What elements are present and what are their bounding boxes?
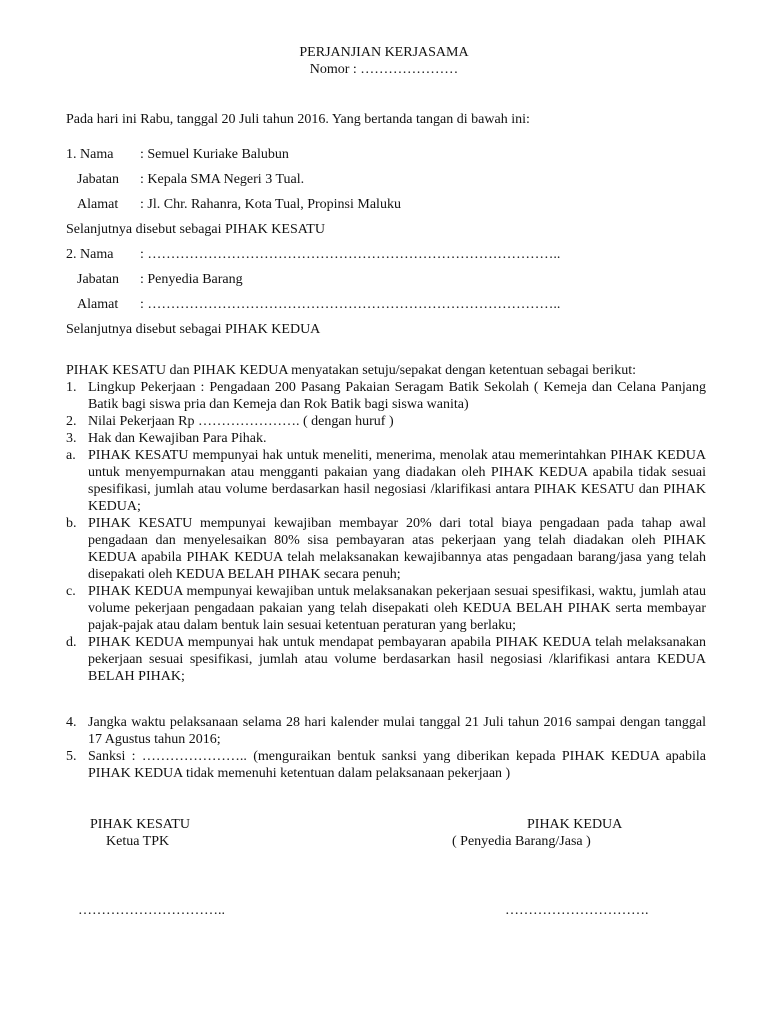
list-item xyxy=(66,413,706,430)
party2-alamat-label: Alamat xyxy=(77,297,119,312)
list-marker: d. xyxy=(66,635,77,650)
party2-alamat-value: : …………………………………………………………………………….. xyxy=(140,297,561,312)
list-marker: b. xyxy=(66,516,77,531)
document-number: Nomor : ………………… xyxy=(309,62,459,77)
signature-left-party: PIHAK KESATU xyxy=(90,817,190,832)
list-text: PIHAK KESATU mempunyai kewajiban membayar 20% dari total biaya pengadaan pada tahap awal pengadaan dan menyelesaikan 80% sisa pembayaran atas pekerjaan yang telah diadakan oleh PIHAK KEDUA apabila PIHAK KEDUA telah melaksanakan kewajibannya atas pengadaan barang/jasa yang telah disepakati oleh KEDUA BELAH PIHAK secara penuh; xyxy=(88,516,706,582)
party2-name-value: : …………………………………………………………………………….. xyxy=(140,247,561,262)
list-item xyxy=(66,447,706,515)
party1-alamat-label: Alamat xyxy=(77,197,119,212)
list-text: Lingkup Pekerjaan : Pengadaan 200 Pasang Pakaian Seragam Batik Sekolah ( Kemeja dan Celana Panjang Batik bagi siswa pria dan Kemeja dan Rok Batik bagi siswa wanita) xyxy=(88,380,706,412)
signature-left-role: Ketua TPK xyxy=(106,834,170,849)
terms-list-continued xyxy=(66,714,706,782)
list-text: Nilai Pekerjaan Rp …………………. ( dengan huruf ) xyxy=(88,414,394,429)
signature-left-line: ………………………….. xyxy=(78,903,225,918)
terms-list xyxy=(66,379,706,685)
signature-right-role: ( Penyedia Barang/Jasa ) xyxy=(452,834,591,849)
list-text: Jangka waktu pelaksanaan selama 28 hari kalender mulai tanggal 21 Juli tahun 2016 sampai dengan tanggal 17 Agustus tahun 2016; xyxy=(88,715,706,747)
list-text: PIHAK KESATU mempunyai hak untuk meneliti, menerima, menolak atau memerintahkan PIHAK KEDUA untuk menyempurnakan atau mengganti pakaian yang diadakan oleh PIHAK KEDUA apabila tidak sesuai spesifikasi, jumlah atau volume berdasarkan hasil negosiasi /klarifikasi antara PIHAK KESATU dan PIHAK KEDUA; xyxy=(88,448,706,514)
party1-designation: Selanjutnya disebut sebagai PIHAK KESATU xyxy=(66,222,325,237)
list-marker: 1. xyxy=(66,380,77,395)
party2-jabatan-label: Jabatan xyxy=(77,272,119,287)
agreement-intro: PIHAK KESATU dan PIHAK KEDUA menyatakan setuju/sepakat dengan ketentuan sebagai berikut: xyxy=(66,363,636,378)
list-text: PIHAK KEDUA mempunyai kewajiban untuk melaksanakan pekerjaan sesuai spesifikasi, waktu, jumlah atau volume pekerjaan pengadaan pakaian yang telah disepakati oleh KEDUA BELAH PIHAK serta membayar pajak-pajak atau dalam bentuk lain sesuai ketentuan peraturan yang berlaku; xyxy=(88,584,706,633)
party2-designation: Selanjutnya disebut sebagai PIHAK KEDUA xyxy=(66,322,321,337)
list-marker: a. xyxy=(66,448,76,463)
party1-name-value: : Semuel Kuriake Balubun xyxy=(140,147,289,162)
list-item xyxy=(66,634,706,685)
document-title: PERJANJIAN KERJASAMA xyxy=(299,45,469,60)
list-marker: 2. xyxy=(66,414,77,429)
list-item xyxy=(66,430,706,447)
list-marker: 5. xyxy=(66,749,77,764)
list-item xyxy=(66,379,706,413)
party2-jabatan-value: : Penyedia Barang xyxy=(140,272,243,287)
party1-jabatan-label: Jabatan xyxy=(77,172,119,187)
party1-name-label: 1. Nama xyxy=(66,147,114,162)
party1-jabatan-value: : Kepala SMA Negeri 3 Tual. xyxy=(140,172,305,187)
list-text: Sanksi : ………………….. (menguraikan bentuk sanksi yang diberikan kepada PIHAK KEDUA apabila PIHAK KEDUA tidak memenuhi ketentuan dalam pelaksanaan pekerjaan ) xyxy=(88,749,706,781)
list-marker: 4. xyxy=(66,715,77,730)
list-text: PIHAK KEDUA mempunyai hak untuk mendapat pembayaran apabila PIHAK KEDUA telah melaksanakan pekerjaan sesuai spesifikasi, jumlah atau volume berdasarkan hasil negosiasi /klarifikasi antara KEDUA BELAH PIHAK; xyxy=(88,635,706,684)
list-item xyxy=(66,748,706,782)
list-item xyxy=(66,583,706,634)
list-item xyxy=(66,515,706,583)
list-marker: 3. xyxy=(66,431,77,446)
list-marker: c. xyxy=(66,584,76,599)
signature-right-line: …………………………. xyxy=(505,903,649,918)
intro-paragraph: Pada hari ini Rabu, tanggal 20 Juli tahun 2016. Yang bertanda tangan di bawah ini: xyxy=(66,112,530,127)
signature-right-party: PIHAK KEDUA xyxy=(527,817,623,832)
party2-name-label: 2. Nama xyxy=(66,247,114,262)
party1-alamat-value: : Jl. Chr. Rahanra, Kota Tual, Propinsi Maluku xyxy=(140,197,401,212)
list-item xyxy=(66,714,706,748)
list-text: Hak dan Kewajiban Para Pihak. xyxy=(88,431,267,446)
